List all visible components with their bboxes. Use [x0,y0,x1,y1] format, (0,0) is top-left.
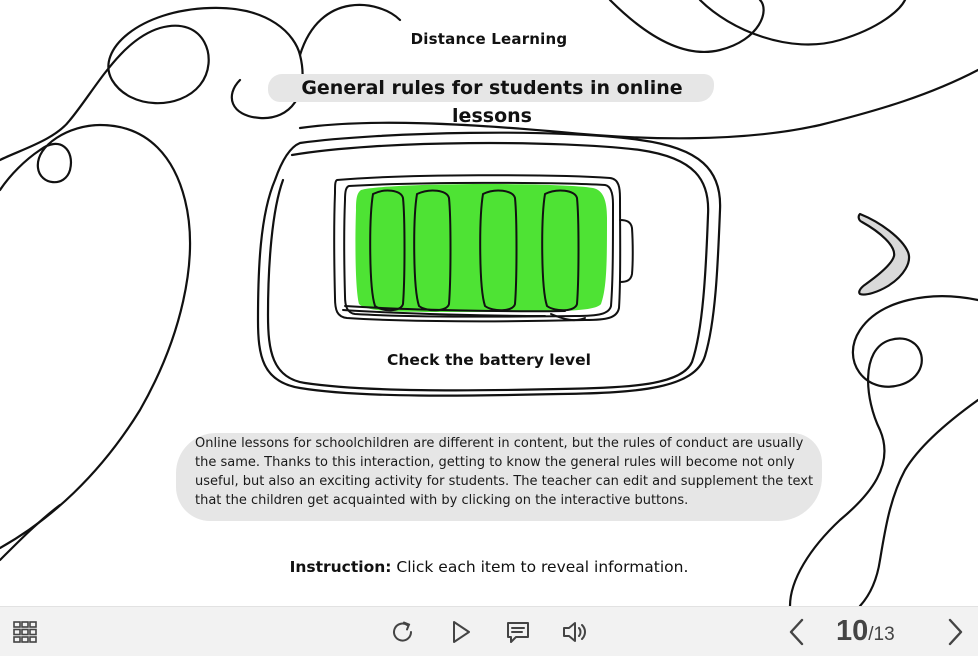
player-toolbar [0,606,978,656]
notes-icon [505,619,531,645]
instruction [0,558,978,576]
description-text: Online lessons for schoolchildren are different in content, but the rules of conduct are usually the same. Thanks to this interaction, getting to know the general rules will become not only useful, but also an exciting activity for students. The teacher can edit and supplement the text that the children get acquainted with by clicking on the interactive buttons. [195,436,814,508]
eyebrow-label: Distance Learning [410,30,568,48]
chevron-right-icon [850,206,916,302]
next-slide-button[interactable] [940,607,970,657]
instruction-text: Click each item to reveal information. [396,558,689,576]
prev-slide-button[interactable] [782,607,812,657]
slide-counter [836,615,895,651]
next-arrow-button[interactable] [850,206,916,302]
replay-button[interactable] [386,607,420,657]
prev-slide-icon [787,617,807,647]
play-icon [449,619,473,645]
volume-icon [561,619,589,645]
replay-icon [390,619,416,645]
volume-button[interactable] [558,607,592,657]
grid-menu-icon [12,620,38,644]
page-title: General rules for students in online lessons [301,77,683,127]
instruction-label: Instruction: [289,558,392,576]
total-slides-number: 13 [873,624,895,645]
current-slide-number: 10 [836,615,869,647]
play-button[interactable] [444,607,478,657]
slide-separator: / [868,624,874,645]
next-slide-icon [945,617,965,647]
menu-button[interactable] [8,607,42,657]
notes-button[interactable] [501,607,535,657]
battery-caption: Check the battery level [387,351,591,369]
